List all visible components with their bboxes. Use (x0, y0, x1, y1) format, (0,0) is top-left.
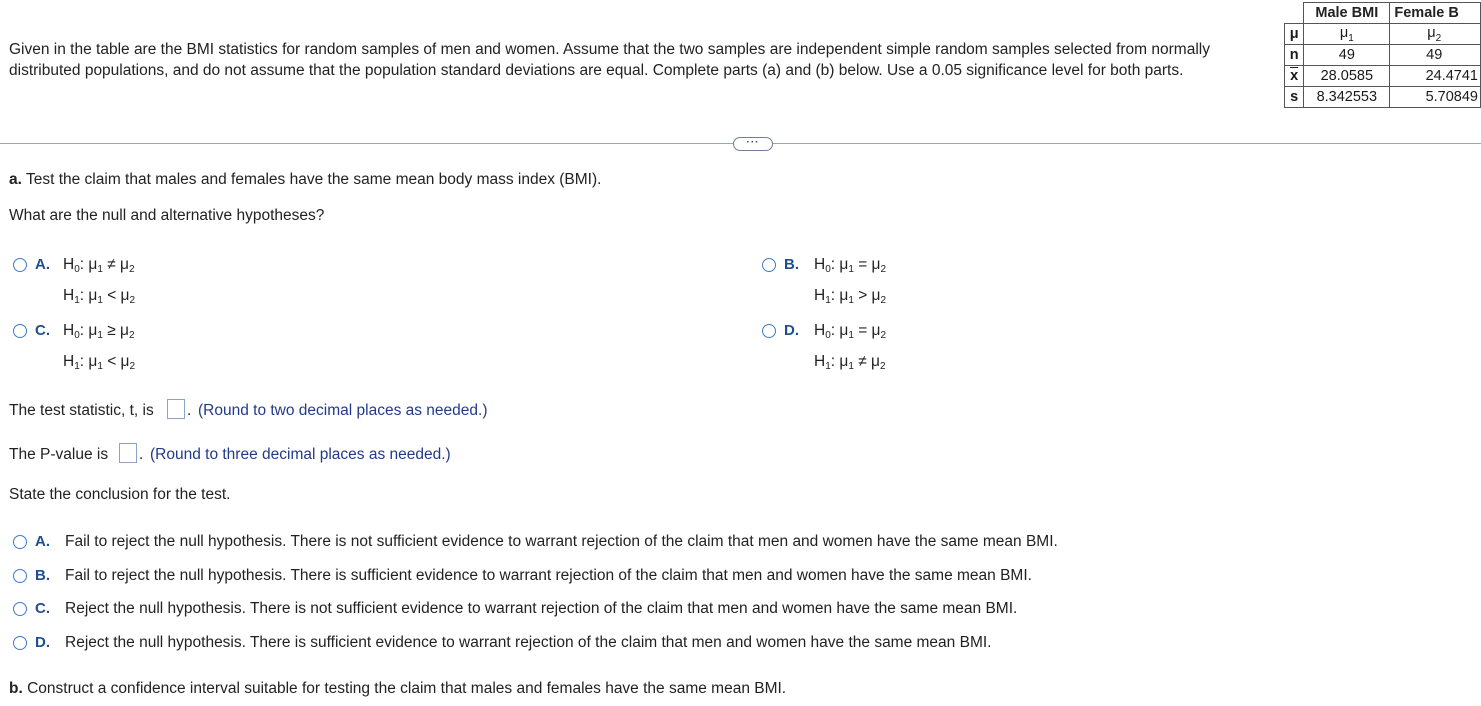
row-label: n (1285, 45, 1304, 66)
cell-female: 5.70849 (1390, 87, 1481, 108)
cell-male: $\mu_1$ (1304, 24, 1390, 45)
radio-button[interactable] (762, 324, 776, 338)
hypothesis-pair: $H_0$: $\mu_1 \ge \mu_2$ $H_1$: $\mu_1 < \mu_2$ (63, 322, 136, 372)
conclusion-prompt: State the conclusion for the test. (9, 486, 231, 503)
col-header-female: Female B (1390, 3, 1481, 24)
test-statistic-input[interactable] (167, 399, 185, 419)
cell-male: 8.342553 (1304, 87, 1390, 108)
h1-relation: < (107, 287, 117, 304)
part-b-label: b. (9, 680, 23, 697)
part-a-label: a. (9, 171, 22, 188)
table-row (1285, 24, 1481, 45)
radio-button[interactable] (13, 636, 27, 650)
table-corner (1285, 3, 1304, 24)
radio-button[interactable] (13, 569, 27, 583)
h1-relation: < (107, 353, 117, 370)
hypotheses-question: What are the null and alternative hypotheses? (9, 207, 325, 224)
test-statistic-label: The test statistic, t, is (9, 402, 154, 419)
pvalue-input[interactable] (119, 443, 137, 463)
hypothesis-pair: $H_0$: $\mu_1 = \mu_2$ $H_1$: $\mu_1 \ne \mu_2$ (814, 322, 887, 372)
h1-relation: > (858, 287, 868, 304)
table-row (1285, 87, 1481, 108)
table-row (1285, 45, 1481, 66)
table-row (1285, 66, 1481, 87)
option-text: Fail to reject the null hypothesis. There is not sufficient evidence to warrant rejection of the claim that men and women have the same mean BMI. (65, 533, 1058, 550)
radio-button[interactable] (13, 324, 27, 338)
part-a-claim (9, 171, 601, 189)
h0-relation: ≠ (107, 256, 116, 273)
bmi-stats-table (1284, 2, 1481, 108)
option-letter: A. (35, 533, 50, 550)
hypothesis-pair: $H_0$: $\mu_1 = \mu_2$ $H_1$: $\mu_1 > \mu_2$ (814, 256, 887, 306)
option-letter: B. (35, 567, 50, 584)
expand-button[interactable]: ··· (733, 137, 773, 151)
pvalue-label: The P-value is (9, 446, 109, 463)
option-letter: C. (35, 600, 50, 617)
row-label: s (1285, 87, 1304, 108)
part-b-text: Construct a confidence interval suitable for testing the claim that males and females have the same mean BMI. (27, 680, 787, 697)
cell-female: 24.4741 (1390, 66, 1481, 87)
option-letter: A. (35, 256, 50, 273)
problem-intro: Given in the table are the BMI statistics for random samples of men and women. Assume that the two samples are independent simple random samples selected from normally distributed populations, and do not assume that the population standard deviations are equal. Complete parts (a) and (b) below. Use a 0.05 significance level for both parts. (9, 41, 1210, 79)
row-label: μ (1285, 24, 1304, 45)
radio-button[interactable] (13, 602, 27, 616)
pvalue-hint: (Round to three decimal places as needed.) (150, 446, 451, 463)
hypothesis-pair: $H_0$: $\mu_1 \ne \mu_2$ $H_1$: $\mu_1 < \mu_2$ (63, 256, 136, 306)
h0-relation: ≥ (107, 322, 116, 339)
h0-relation: = (858, 322, 868, 339)
cell-male: 28.0585 (1304, 66, 1390, 87)
h0-relation: = (858, 256, 868, 273)
cell-female: 49 (1390, 45, 1481, 66)
option-letter: D. (784, 322, 799, 339)
row-label: $\overline{x}$ (1285, 66, 1304, 87)
test-statistic-row (9, 402, 154, 420)
option-letter: B. (784, 256, 799, 273)
option-text: Fail to reject the null hypothesis. There is sufficient evidence to warrant rejection of the claim that men and women have the same mean BMI. (65, 567, 1032, 584)
option-letter: C. (35, 322, 50, 339)
option-letter: D. (35, 634, 50, 651)
cell-male: 49 (1304, 45, 1390, 66)
radio-button[interactable] (13, 535, 27, 549)
cell-female: $\mu_2$ (1390, 24, 1481, 45)
option-text: Reject the null hypothesis. There is sufficient evidence to warrant rejection of the claim that men and women have the same mean BMI. (65, 634, 992, 651)
radio-button[interactable] (762, 258, 776, 272)
col-header-male: Male BMI (1304, 3, 1390, 24)
test-statistic-hint: (Round to two decimal places as needed.) (198, 402, 488, 419)
option-text: Reject the null hypothesis. There is not sufficient evidence to warrant rejection of the claim that men and women have the same mean BMI. (65, 600, 1018, 617)
part-b-question (9, 680, 786, 698)
radio-button[interactable] (13, 258, 27, 272)
part-a-claim-text: Test the claim that males and females have the same mean body mass index (BMI). (25, 171, 602, 188)
h1-relation: ≠ (858, 353, 867, 370)
